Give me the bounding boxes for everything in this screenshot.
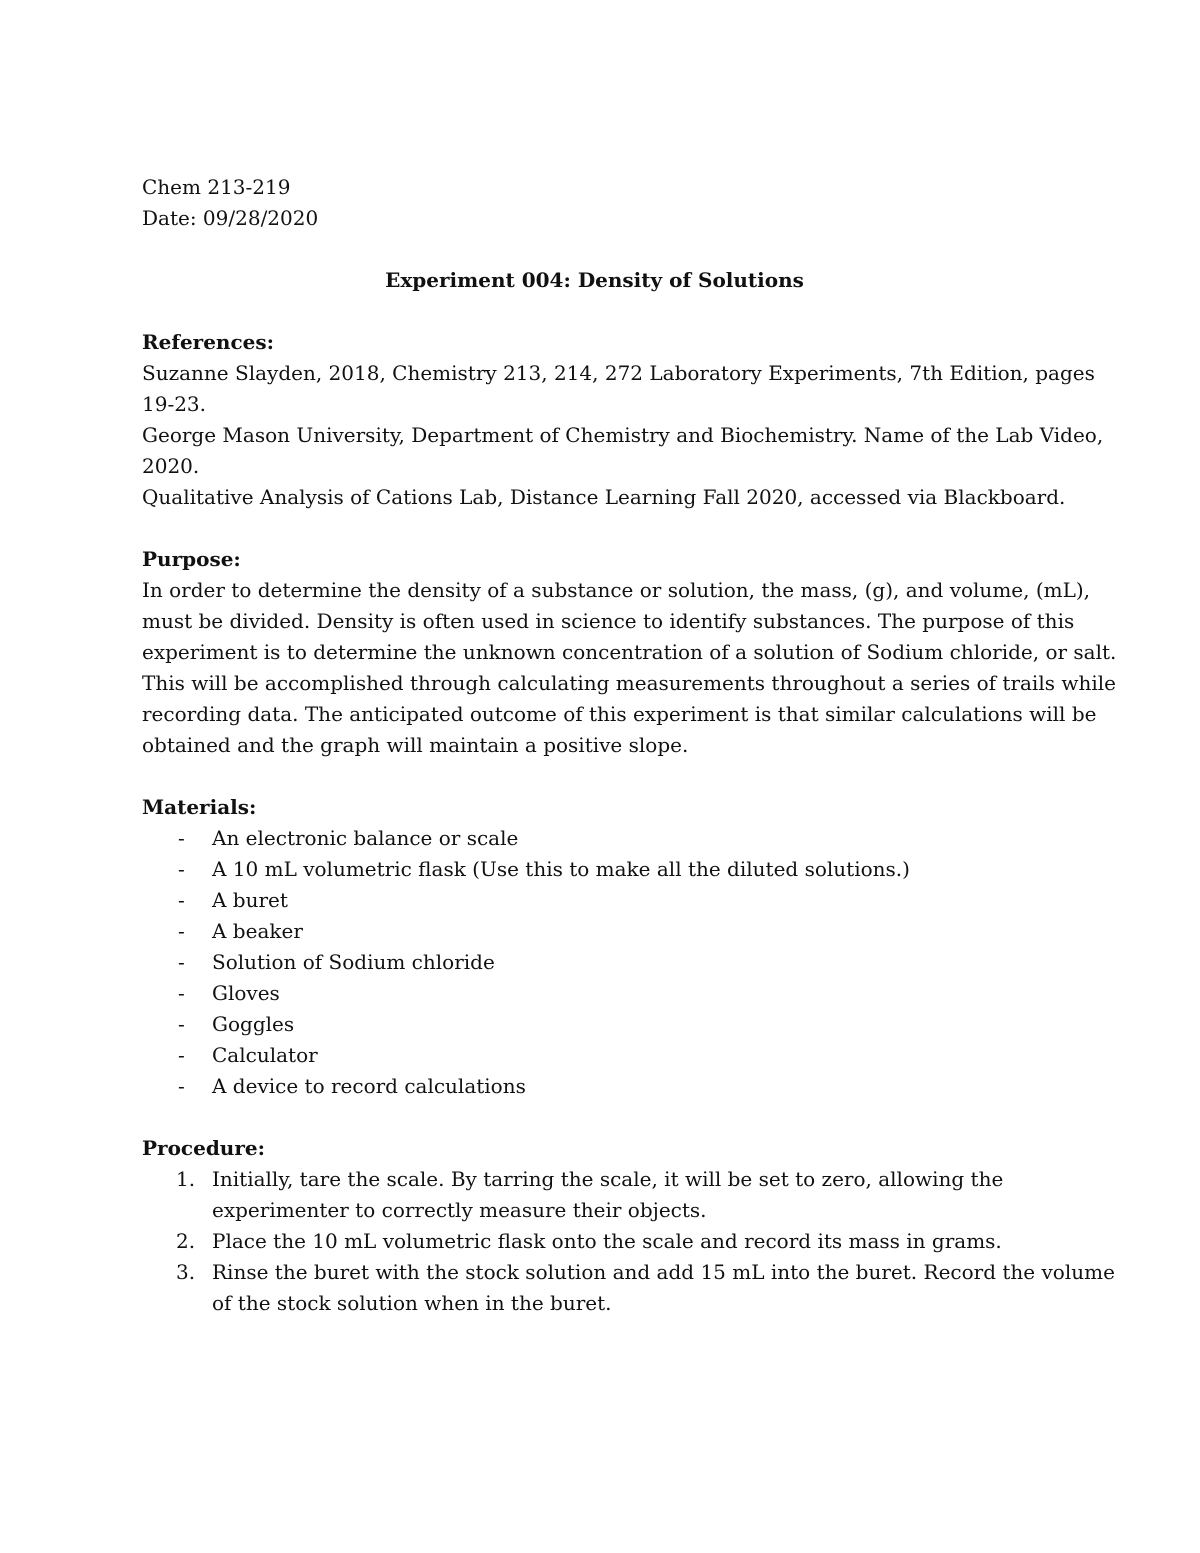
reference-line: George Mason University, Department of Chemistry and Biochemistry. Name of the Lab Video, xyxy=(142,423,1104,447)
references-heading: References: xyxy=(142,330,275,354)
material-label: Calculator xyxy=(212,1043,318,1067)
list-item xyxy=(142,916,1047,947)
purpose-line: In order to determine the density of a substance or solution, the mass, (g), and volume, (mL), xyxy=(142,578,1091,602)
references-section xyxy=(142,327,1104,513)
dash-marker: - xyxy=(178,888,185,912)
purpose-line: must be divided. Density is often used in science to identify substances. The purpose of this xyxy=(142,609,1075,633)
materials-heading: Materials: xyxy=(142,795,257,819)
reference-line: 2020. xyxy=(142,454,200,478)
dash-marker: - xyxy=(178,981,185,1005)
step-line: experimenter to correctly measure their objects. xyxy=(212,1198,707,1222)
step-number: 2. xyxy=(176,1229,196,1253)
dash-marker: - xyxy=(178,857,185,881)
material-label: An electronic balance or scale xyxy=(212,826,519,850)
dash-marker: - xyxy=(178,919,185,943)
list-item xyxy=(142,947,1047,978)
list-item xyxy=(142,885,1047,916)
list-item xyxy=(142,1071,1047,1102)
materials-section xyxy=(142,792,1047,1102)
step-line: Place the 10 mL volumetric flask onto the scale and record its mass in grams. xyxy=(212,1229,1002,1253)
purpose-line: experiment is to determine the unknown concentration of a solution of Sodium chloride, or salt. xyxy=(142,640,1117,664)
course-label: Chem 213-219 xyxy=(142,175,291,199)
purpose-line: recording data. The anticipated outcome of this experiment is that similar calculations will be xyxy=(142,702,1097,726)
material-label: Gloves xyxy=(212,981,280,1005)
reference-line: 19-23. xyxy=(142,392,207,416)
list-item xyxy=(142,1009,1047,1040)
procedure-step xyxy=(142,1226,1047,1257)
purpose-line: This will be accomplished through calculating measurements throughout a series of trails while xyxy=(142,671,1116,695)
dash-marker: - xyxy=(178,1074,185,1098)
dash-marker: - xyxy=(178,950,185,974)
step-line: Rinse the buret with the stock solution and add 15 mL into the buret. Record the volume xyxy=(212,1260,1115,1284)
dash-marker: - xyxy=(178,826,185,850)
dash-marker: - xyxy=(178,1012,185,1036)
procedure-list xyxy=(142,1164,1115,1319)
step-line: of the stock solution when in the buret. xyxy=(212,1291,612,1315)
dash-marker: - xyxy=(178,1043,185,1067)
list-item xyxy=(142,1040,1047,1071)
procedure-section xyxy=(142,1133,1115,1319)
list-item xyxy=(142,978,1047,1009)
reference-line: Qualitative Analysis of Cations Lab, Distance Learning Fall 2020, accessed via Blackboard. xyxy=(142,485,1066,509)
procedure-step xyxy=(142,1164,1047,1226)
materials-list xyxy=(142,823,1047,1102)
step-number: 1. xyxy=(176,1167,196,1191)
document-page xyxy=(142,172,1117,1350)
procedure-step xyxy=(142,1257,1115,1319)
material-label: A buret xyxy=(212,888,288,912)
step-line: Initially, tare the scale. By tarring the scale, it will be set to zero, allowing the xyxy=(212,1167,1004,1191)
material-label: Solution of Sodium chloride xyxy=(212,950,495,974)
material-label: Goggles xyxy=(212,1012,295,1036)
step-number: 3. xyxy=(176,1260,196,1284)
purpose-section xyxy=(142,544,1117,761)
list-item xyxy=(142,854,1047,885)
purpose-line: obtained and the graph will maintain a positive slope. xyxy=(142,733,689,757)
date-label: Date: 09/28/2020 xyxy=(142,206,319,230)
material-label: A beaker xyxy=(212,919,303,943)
material-label: A device to record calculations xyxy=(212,1074,526,1098)
document-title: Experiment 004: Density of Solutions xyxy=(385,268,804,292)
purpose-heading: Purpose: xyxy=(142,547,241,571)
procedure-heading: Procedure: xyxy=(142,1136,265,1160)
material-label: A 10 mL volumetric flask (Use this to make all the diluted solutions.) xyxy=(212,857,910,881)
list-item xyxy=(142,823,1047,854)
reference-line: Suzanne Slayden, 2018, Chemistry 213, 214, 272 Laboratory Experiments, 7th Edition, pages xyxy=(142,361,1095,385)
